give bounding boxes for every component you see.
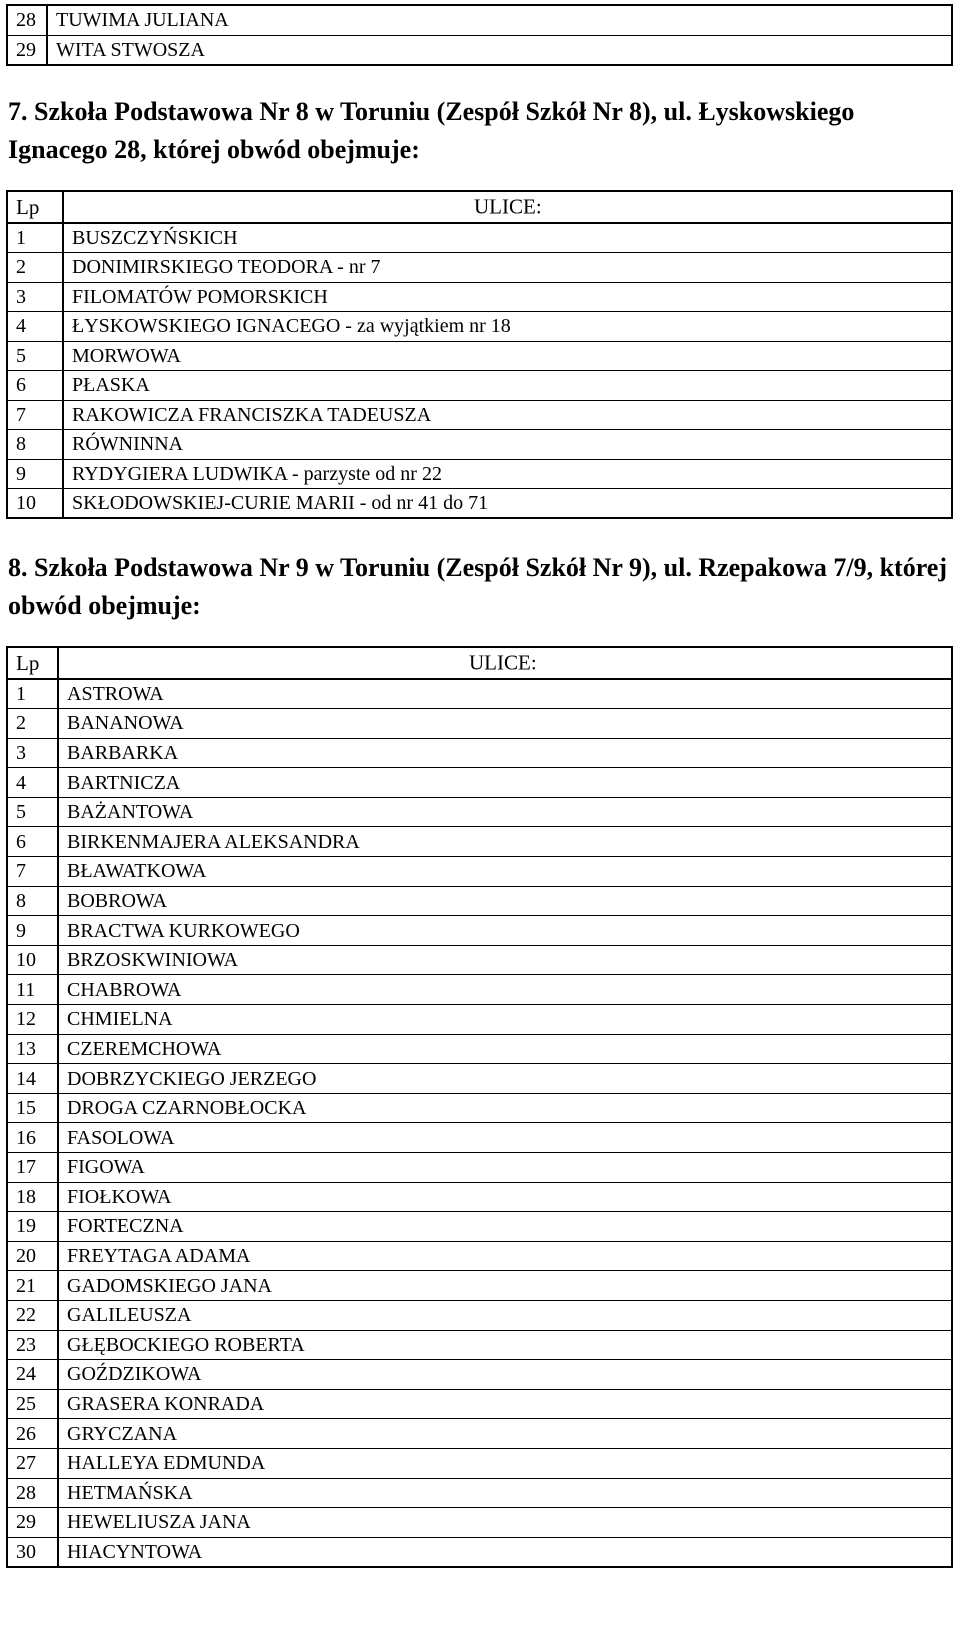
row-number: 30	[7, 1537, 58, 1567]
street-name: GRYCZANA	[58, 1419, 952, 1449]
table-row	[7, 5, 952, 35]
row-number: 6	[7, 827, 58, 857]
lp-column-header: Lp	[7, 647, 58, 679]
row-number: 6	[7, 371, 63, 401]
table-row	[7, 1448, 952, 1478]
streets-column-header	[63, 191, 952, 223]
street-name: CZEREMCHOWA	[58, 1034, 952, 1064]
table-row	[7, 223, 952, 253]
table-row	[7, 945, 952, 975]
row-number: 3	[7, 282, 63, 312]
row-number: 14	[7, 1064, 58, 1094]
row-number: 19	[7, 1212, 58, 1242]
table-row	[7, 1005, 952, 1035]
street-name: GŁĘBOCKIEGO ROBERTA	[58, 1330, 952, 1360]
row-number: 28	[7, 1478, 58, 1508]
street-name: HIACYNTOWA	[58, 1537, 952, 1567]
table-row	[7, 341, 952, 371]
street-name: DOBRZYCKIEGO JERZEGO	[58, 1064, 952, 1094]
table-row	[7, 1093, 952, 1123]
streets-column-header	[58, 647, 952, 679]
table-row	[7, 857, 952, 887]
row-number: 24	[7, 1360, 58, 1390]
street-name: PŁASKA	[63, 371, 952, 401]
street-name: CHABROWA	[58, 975, 952, 1005]
lp-column-header: Lp	[7, 191, 63, 223]
table-row	[7, 1212, 952, 1242]
row-number: 9	[7, 916, 58, 946]
table-row	[7, 827, 952, 857]
street-name: RAKOWICZA FRANCISZKA TADEUSZA	[63, 400, 952, 430]
row-number: 26	[7, 1419, 58, 1449]
street-name: BARTNICZA	[58, 768, 952, 798]
row-number: 15	[7, 1093, 58, 1123]
street-name: MORWOWA	[63, 341, 952, 371]
street-name: BOBROWA	[58, 886, 952, 916]
street-name: GRASERA KONRADA	[58, 1389, 952, 1419]
street-name: RYDYGIERA LUDWIKA - parzyste od nr 22	[63, 459, 952, 489]
table-row	[7, 975, 952, 1005]
street-name: FREYTAGA ADAMA	[58, 1241, 952, 1271]
table-row	[7, 886, 952, 916]
row-number: 11	[7, 975, 58, 1005]
table-row	[7, 1360, 952, 1390]
street-name: ASTROWA	[58, 679, 952, 709]
table-row	[7, 312, 952, 342]
street-name: HALLEYA EDMUNDA	[58, 1448, 952, 1478]
row-number: 8	[7, 886, 58, 916]
street-name: FORTECZNA	[58, 1212, 952, 1242]
table-row	[7, 1153, 952, 1183]
row-number: 17	[7, 1153, 58, 1183]
row-number: 28	[7, 5, 47, 35]
street-name: FIGOWA	[58, 1153, 952, 1183]
table-row	[7, 1330, 952, 1360]
street-name: BAŻANTOWA	[58, 797, 952, 827]
row-number: 25	[7, 1389, 58, 1419]
table-row	[7, 1300, 952, 1330]
row-number: 7	[7, 400, 63, 430]
table-row	[7, 371, 952, 401]
table-header-row	[7, 191, 952, 223]
street-name: HEWELIUSZA JANA	[58, 1508, 952, 1538]
table-row	[7, 459, 952, 489]
table-row	[7, 1123, 952, 1153]
street-name: BANANOWA	[58, 709, 952, 739]
table-row	[7, 738, 952, 768]
table-row	[7, 430, 952, 460]
row-number: 1	[7, 223, 63, 253]
street-name: FILOMATÓW POMORSKICH	[63, 282, 952, 312]
street-name: GADOMSKIEGO JANA	[58, 1271, 952, 1301]
row-number: 2	[7, 253, 63, 283]
row-number: 22	[7, 1300, 58, 1330]
table-row	[7, 1419, 952, 1449]
table-row	[7, 797, 952, 827]
street-name: DROGA CZARNOBŁOCKA	[58, 1093, 952, 1123]
street-name: SKŁODOWSKIEJ-CURIE MARII - od nr 41 do 71	[63, 489, 952, 519]
street-name: TUWIMA JULIANA	[47, 5, 952, 35]
row-number: 5	[7, 341, 63, 371]
row-number: 12	[7, 1005, 58, 1035]
row-number: 29	[7, 1508, 58, 1538]
table-row	[7, 1537, 952, 1567]
row-number: 18	[7, 1182, 58, 1212]
row-number: 4	[7, 768, 58, 798]
street-name: HETMAŃSKA	[58, 1478, 952, 1508]
street-name: BRACTWA KURKOWEGO	[58, 916, 952, 946]
streets-column-header-label: ULICE:	[474, 194, 542, 219]
row-number: 21	[7, 1271, 58, 1301]
previous-section-table-body	[7, 5, 952, 65]
table-header-row	[7, 647, 952, 679]
section-7-heading: 7. Szkoła Podstawowa Nr 8 w Toruniu (Zespół Szkół Nr 8), ul. Łyskowskiego Ignacego 28, której obwód obejmuje:	[8, 97, 855, 164]
street-name: BRZOSKWINIOWA	[58, 945, 952, 975]
table-row	[7, 282, 952, 312]
row-number: 10	[7, 489, 63, 519]
row-number: 1	[7, 679, 58, 709]
row-number: 9	[7, 459, 63, 489]
table-row	[7, 916, 952, 946]
section-7-table-body	[7, 223, 952, 518]
table-row	[7, 489, 952, 519]
row-number: 3	[7, 738, 58, 768]
table-row	[7, 709, 952, 739]
table-row	[7, 1064, 952, 1094]
table-row	[7, 1478, 952, 1508]
row-number: 23	[7, 1330, 58, 1360]
street-name: GOŹDZIKOWA	[58, 1360, 952, 1390]
table-row	[7, 253, 952, 283]
table-row	[7, 1241, 952, 1271]
section-7-street-table	[6, 190, 953, 519]
street-name: GALILEUSZA	[58, 1300, 952, 1330]
previous-section-street-table	[6, 4, 953, 66]
street-name: WITA STWOSZA	[47, 35, 952, 65]
table-row	[7, 1182, 952, 1212]
street-name: FASOLOWA	[58, 1123, 952, 1153]
row-number: 16	[7, 1123, 58, 1153]
row-number: 8	[7, 430, 63, 460]
table-row	[7, 1034, 952, 1064]
row-number: 4	[7, 312, 63, 342]
section-8-street-table	[6, 646, 953, 1568]
streets-column-header-label: ULICE:	[469, 650, 537, 675]
row-number: 10	[7, 945, 58, 975]
street-name: RÓWNINNA	[63, 430, 952, 460]
row-number: 13	[7, 1034, 58, 1064]
street-name: FIOŁKOWA	[58, 1182, 952, 1212]
table-row	[7, 400, 952, 430]
row-number: 20	[7, 1241, 58, 1271]
table-row	[7, 679, 952, 709]
table-row	[7, 768, 952, 798]
section-8-heading: 8. Szkoła Podstawowa Nr 9 w Toruniu (Zespół Szkół Nr 9), ul. Rzepakowa 7/9, której obwód obejmuje:	[8, 553, 947, 620]
street-name: CHMIELNA	[58, 1005, 952, 1035]
table-row	[7, 1271, 952, 1301]
section-8-table-body	[7, 679, 952, 1567]
table-row	[7, 1389, 952, 1419]
row-number: 2	[7, 709, 58, 739]
row-number: 29	[7, 35, 47, 65]
row-number: 7	[7, 857, 58, 887]
row-number: 5	[7, 797, 58, 827]
street-name: BARBARKA	[58, 738, 952, 768]
street-name: BŁAWATKOWA	[58, 857, 952, 887]
row-number: 27	[7, 1448, 58, 1478]
street-name: ŁYSKOWSKIEGO IGNACEGO - za wyjątkiem nr 18	[63, 312, 952, 342]
table-row	[7, 35, 952, 65]
street-name: DONIMIRSKIEGO TEODORA - nr 7	[63, 253, 952, 283]
street-name: BIRKENMAJERA ALEKSANDRA	[58, 827, 952, 857]
table-row	[7, 1508, 952, 1538]
street-name: BUSZCZYŃSKICH	[63, 223, 952, 253]
